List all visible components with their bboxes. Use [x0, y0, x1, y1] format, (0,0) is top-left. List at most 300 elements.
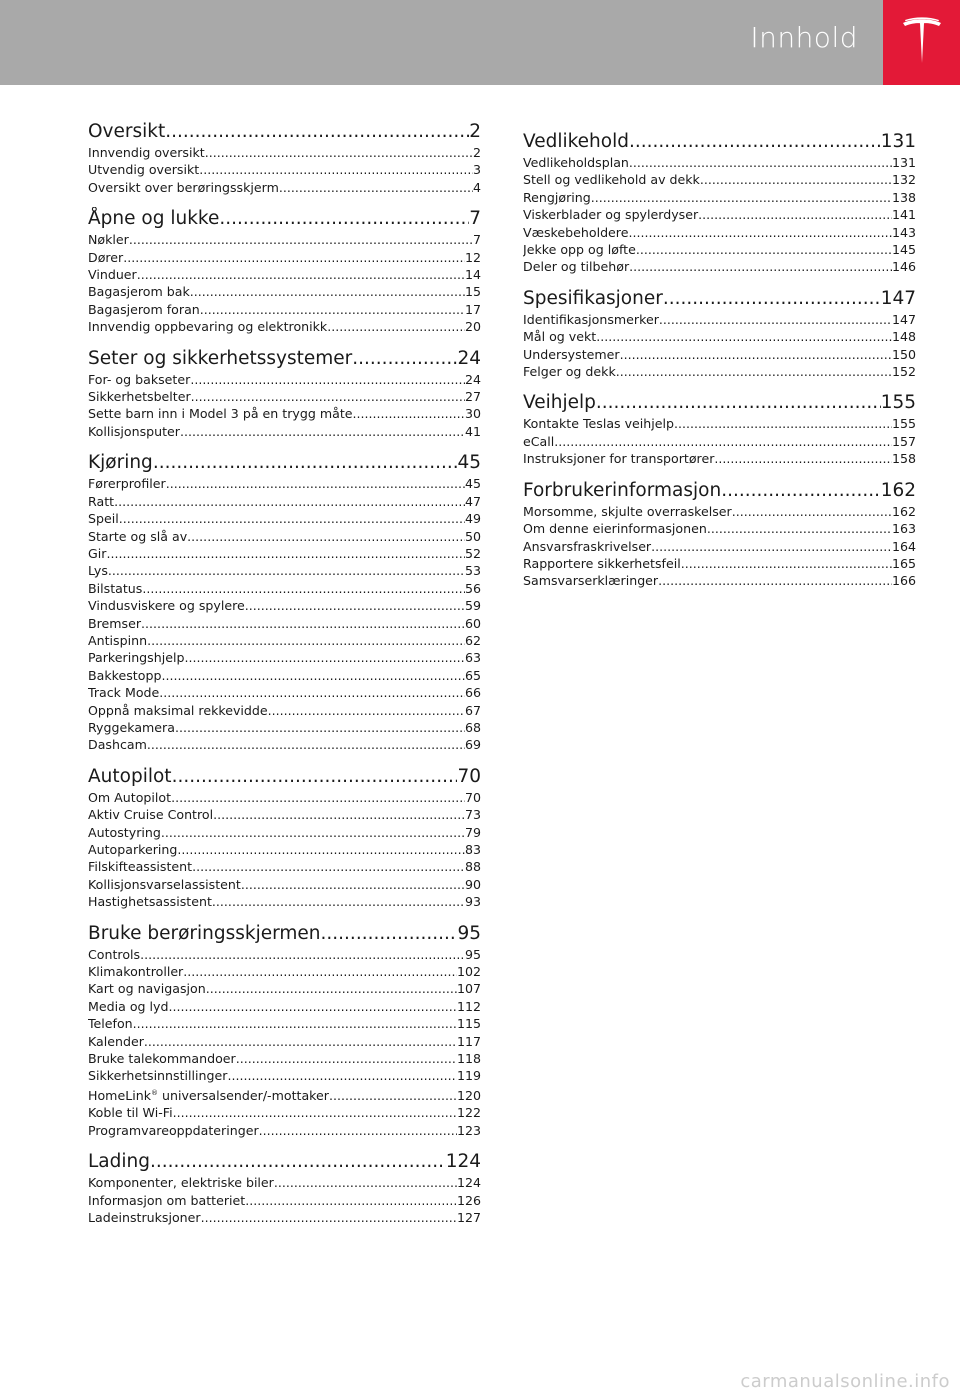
toc-entry-link[interactable]	[523, 415, 916, 432]
toc-entry-link[interactable]	[88, 1192, 481, 1209]
toc-entry-link[interactable]	[88, 632, 481, 649]
dot-leader	[707, 520, 892, 537]
entry-page: 63	[464, 650, 481, 666]
entry-label: Ansvarsfraskrivelser	[523, 538, 652, 554]
dot-leader	[161, 824, 465, 841]
toc-entry-link[interactable]	[523, 224, 916, 241]
entry-page: 65	[464, 667, 481, 683]
entry-label: Kart og navigasjon	[88, 981, 206, 997]
dot-leader	[175, 719, 465, 736]
entry-label: Aktiv Cruise Control	[88, 807, 214, 823]
toc-section	[523, 391, 916, 467]
chapter-title: Åpne og lukke	[88, 208, 220, 230]
entry-label: Telefon	[88, 1016, 133, 1032]
dot-leader	[190, 283, 465, 300]
toc-entry-link[interactable]	[88, 179, 481, 196]
toc-entry-link[interactable]	[88, 405, 481, 422]
toc-entry-link[interactable]	[523, 189, 916, 206]
dot-leader	[596, 391, 881, 415]
entry-label: Bremser	[88, 615, 142, 631]
entry-label: HomeLink	[88, 1088, 151, 1104]
dot-leader	[147, 632, 465, 649]
toc-entry-link[interactable]	[88, 301, 481, 318]
entry-label: Kollisjonsvarselassistent	[88, 876, 241, 892]
toc-right-column	[523, 130, 916, 601]
tesla-logo-icon	[901, 17, 943, 67]
entry-page: 83	[464, 842, 481, 857]
toc-entry-link[interactable]	[88, 946, 481, 963]
dot-leader	[329, 1087, 457, 1104]
dot-leader	[628, 224, 891, 241]
toc-section	[88, 451, 481, 754]
chapter-title: Forbrukerinformasjon	[523, 479, 722, 501]
entry-page: 67	[464, 702, 481, 718]
toc-chapter-link[interactable]	[88, 347, 481, 371]
entry-label: Bagasjerom foran	[88, 301, 200, 317]
toc-entry-link[interactable]	[88, 841, 481, 858]
entry-page: 127	[456, 1210, 481, 1226]
toc-entry-link[interactable]	[523, 555, 916, 572]
entry-page: 24	[464, 371, 481, 387]
chapter-title: Autopilot	[88, 765, 172, 787]
toc-entry-link[interactable]	[88, 545, 481, 562]
entry-label: Identifikasjonsmerker	[523, 311, 659, 327]
chapter-title: Veihjelp	[523, 392, 596, 414]
toc-entry-link[interactable]	[88, 649, 481, 666]
entry-page: 165	[891, 555, 916, 571]
toc-entry-link[interactable]	[88, 580, 481, 597]
entry-label: Samsvarserklæringer	[523, 573, 659, 589]
entry-page: 49	[464, 511, 481, 527]
entry-label: Vedlikeholdsplan	[523, 155, 629, 170]
entry-page: 70	[464, 789, 481, 805]
entry-page: 90	[464, 876, 481, 892]
toc-entry-link[interactable]	[88, 371, 481, 388]
toc-entry-link[interactable]	[523, 433, 916, 450]
chapter-title: Bruke berøringsskjermen	[88, 922, 321, 944]
dot-leader	[187, 528, 465, 545]
toc-chapter-link[interactable]	[88, 207, 481, 231]
dot-leader	[620, 346, 892, 363]
entry-page: 66	[464, 685, 481, 701]
toc-entry-link[interactable]	[88, 562, 481, 579]
entry-label: Jekke opp og løfte	[523, 242, 636, 258]
entry-page: 124	[456, 1175, 481, 1191]
entry-page: 123	[456, 1122, 481, 1138]
entry-label: Lys	[88, 563, 108, 579]
entry-label: Stell og vedlikehold av dekk	[523, 172, 700, 188]
entry-label: Felger og dekk	[523, 364, 616, 380]
entry-label: Oppnå maksimal rekkevidde	[88, 702, 268, 718]
chapter-title: Spesifikasjoner	[523, 287, 663, 309]
toc-entry-link[interactable]	[523, 363, 916, 380]
toc-entry-link[interactable]	[88, 876, 481, 893]
entry-label: Kontakte Teslas veihjelp	[523, 416, 675, 432]
entry-label: Innvendig oversikt	[88, 145, 205, 160]
toc-chapter-link[interactable]	[523, 391, 916, 415]
toc-section	[523, 130, 916, 276]
entry-label: Autoparkering	[88, 842, 178, 857]
entry-page: 163	[891, 521, 916, 537]
entry-label: Starte og slå av	[88, 528, 188, 544]
entry-page: 53	[464, 563, 481, 579]
entry-page: 69	[464, 737, 481, 753]
entry-page: 93	[464, 894, 481, 910]
dot-leader	[150, 1150, 446, 1174]
entry-page: 41	[464, 423, 481, 439]
dot-leader	[241, 876, 465, 893]
toc-entry-link[interactable]	[523, 572, 916, 589]
toc-entry-link[interactable]	[88, 1085, 481, 1105]
chapter-page: 162	[880, 479, 916, 501]
chapter-page: 7	[469, 208, 481, 230]
entry-page: 56	[464, 580, 481, 596]
entry-page: 158	[891, 451, 916, 467]
toc-entry-link[interactable]	[88, 528, 481, 545]
dot-leader	[205, 144, 473, 161]
toc-entry-link[interactable]	[88, 963, 481, 980]
entry-label: Kollisjonsputer	[88, 423, 180, 439]
toc-chapter-link[interactable]	[523, 130, 916, 154]
toc-chapter-link[interactable]	[523, 479, 916, 503]
toc-chapter-link[interactable]	[88, 451, 481, 475]
chapter-page: 45	[457, 452, 481, 474]
toc-entry-link[interactable]	[88, 824, 481, 841]
dot-leader	[159, 684, 465, 701]
entry-label: Antispinn	[88, 632, 148, 648]
dot-leader	[123, 249, 465, 266]
toc-entry-link[interactable]	[88, 858, 481, 875]
toc-left-column	[88, 120, 481, 1238]
entry-label: Kalender	[88, 1033, 144, 1049]
entry-label: eCall	[523, 433, 555, 449]
toc-entry-link[interactable]	[523, 328, 916, 345]
entry-label: Oversikt over berøringsskjerm	[88, 179, 279, 195]
entry-label: For- og bakseter	[88, 371, 191, 387]
toc-entry-link[interactable]	[88, 1209, 481, 1226]
chapter-page: 24	[457, 347, 481, 369]
entry-label: Klimakontroller	[88, 964, 184, 980]
entry-label: Sikkerhetsbelter	[88, 389, 191, 405]
dot-leader	[219, 207, 469, 231]
dot-leader	[681, 555, 892, 572]
toc-entry-link[interactable]	[523, 538, 916, 555]
toc-section	[88, 1150, 481, 1226]
toc-entry-link[interactable]	[88, 493, 481, 510]
toc-section	[523, 479, 916, 590]
toc-entry-link[interactable]	[88, 475, 481, 492]
dot-leader	[192, 858, 465, 875]
dot-leader	[114, 493, 465, 510]
entry-label: Hastighetsassistent	[88, 894, 212, 910]
toc-entry-link[interactable]	[523, 206, 916, 223]
chapter-page: 147	[880, 287, 916, 309]
toc-entry-link[interactable]	[88, 1050, 481, 1067]
dot-leader	[698, 206, 892, 223]
chapter-title: Kjøring	[88, 452, 153, 474]
toc-entry-link[interactable]	[88, 266, 481, 283]
toc-chapter-link[interactable]	[523, 287, 916, 311]
entry-label: Rengjøring	[523, 189, 591, 205]
toc-entry-link[interactable]	[523, 520, 916, 537]
toc-entry-link[interactable]	[88, 283, 481, 300]
entry-page: 7	[472, 232, 481, 248]
entry-label: Koble til Wi-Fi	[88, 1105, 173, 1121]
entry-label: Dører	[88, 249, 124, 265]
entry-label: Innvendig oppbevaring og elektronikk	[88, 319, 328, 335]
toc-entry-link[interactable]	[88, 161, 481, 178]
dot-leader	[165, 120, 469, 144]
entry-page: 138	[891, 189, 916, 205]
entry-page: 2	[472, 145, 481, 160]
toc-entry-link[interactable]	[88, 318, 481, 335]
entry-page: 12	[464, 249, 481, 265]
dot-leader	[142, 580, 465, 597]
dot-leader	[353, 405, 465, 422]
entry-page: 162	[891, 503, 916, 519]
chapter-page: 131	[880, 131, 916, 152]
dot-leader	[108, 562, 465, 579]
entry-page: 150	[891, 346, 916, 362]
entry-label: Om denne eierinformasjonen	[523, 521, 707, 537]
entry-label: Utvendig oversikt	[88, 162, 200, 178]
toc-entry-link[interactable]	[88, 980, 481, 997]
dot-leader	[236, 1050, 457, 1067]
toc-entry-link[interactable]	[88, 702, 481, 719]
entry-page: 118	[456, 1051, 481, 1067]
entry-page: 131	[891, 155, 916, 170]
toc-entry-link[interactable]	[88, 144, 481, 161]
toc-entry-link[interactable]	[88, 1122, 481, 1139]
entry-page: 52	[464, 545, 481, 561]
entry-page: 107	[456, 981, 481, 997]
chapter-title: Vedlikehold	[523, 131, 629, 152]
dot-leader	[629, 130, 881, 154]
entry-page: 132	[891, 172, 916, 188]
toc-entry-link[interactable]	[88, 1067, 481, 1084]
dot-leader	[658, 572, 892, 589]
page-header	[0, 0, 960, 85]
dot-leader	[213, 806, 465, 823]
entry-label: Controls	[88, 946, 141, 962]
dot-leader	[268, 702, 465, 719]
entry-label: Sikkerhetsinnstillinger	[88, 1068, 228, 1084]
dot-leader	[327, 318, 465, 335]
dot-leader	[659, 311, 892, 328]
dot-leader	[200, 301, 465, 318]
dot-leader	[201, 1209, 457, 1226]
entry-page: 15	[464, 284, 481, 300]
toc-entry-link[interactable]	[88, 1174, 481, 1191]
dot-leader	[119, 510, 465, 527]
entry-label: Dashcam	[88, 737, 147, 753]
toc-entry-link[interactable]	[88, 615, 481, 632]
entry-label: Om Autopilot	[88, 789, 172, 805]
toc-entry-link[interactable]	[88, 719, 481, 736]
entry-page: 119	[456, 1068, 481, 1084]
dot-leader	[616, 363, 892, 380]
chapter-page: 95	[457, 922, 481, 944]
dot-leader	[144, 1033, 457, 1050]
dot-leader	[106, 545, 465, 562]
dot-leader	[554, 433, 892, 450]
toc-entry-link[interactable]	[523, 311, 916, 328]
entry-page: 60	[464, 615, 481, 631]
entry-label: Morsomme, skjulte overraskelser	[523, 503, 732, 519]
registered-mark: ®	[150, 1088, 158, 1097]
dot-leader	[245, 597, 465, 614]
dot-leader	[147, 736, 465, 753]
toc-entry-link[interactable]	[88, 736, 481, 753]
dot-leader	[177, 841, 465, 858]
entry-page: 155	[891, 416, 916, 432]
entry-page: 146	[891, 259, 916, 275]
entry-page: 141	[891, 207, 916, 223]
entry-page: 30	[464, 406, 481, 422]
dot-leader	[732, 503, 892, 520]
toc-entry-link[interactable]	[88, 249, 481, 266]
dot-leader	[166, 475, 465, 492]
entry-label: Sette barn inn i Model 3 på en trygg måte	[88, 406, 353, 422]
chapter-page: 155	[880, 392, 916, 414]
toc-section	[88, 207, 481, 335]
dot-leader	[591, 189, 892, 206]
entry-page: 122	[456, 1105, 481, 1121]
dot-leader	[140, 946, 465, 963]
entry-label: Væskebeholdere	[523, 224, 629, 240]
toc-entry-link[interactable]	[88, 510, 481, 527]
entry-page: 45	[464, 476, 481, 492]
dot-leader	[629, 154, 892, 171]
entry-label: Vinduer	[88, 267, 137, 283]
entry-label: Bagasjerom bak	[88, 284, 190, 300]
dot-leader	[663, 287, 881, 311]
toc-section	[88, 765, 481, 911]
toc-entry-link[interactable]	[523, 241, 916, 258]
toc-entry-link[interactable]	[523, 171, 916, 188]
entry-page: 62	[464, 632, 481, 648]
toc-entry-link[interactable]	[88, 231, 481, 248]
dot-leader	[133, 1015, 457, 1032]
dot-leader	[180, 423, 465, 440]
watermark: carmanualsonline.info	[740, 1371, 950, 1392]
entry-label: Informasjon om batteriet	[88, 1192, 246, 1208]
dot-leader	[184, 649, 465, 666]
dot-leader	[245, 1192, 457, 1209]
dot-leader	[279, 179, 473, 196]
entry-label: Førerprofiler	[88, 476, 166, 492]
dot-leader	[173, 1104, 457, 1121]
entry-page: 143	[891, 224, 916, 240]
chapter-page: 70	[457, 765, 481, 787]
entry-page: 73	[464, 807, 481, 823]
dot-leader	[629, 258, 892, 275]
entry-page: 68	[464, 719, 481, 735]
entry-label: Bruke talekommandoer	[88, 1051, 236, 1067]
toc-entry-link[interactable]	[88, 789, 481, 806]
toc-entry-link[interactable]	[88, 998, 481, 1015]
toc-entry-link[interactable]	[523, 450, 916, 467]
dot-leader	[321, 922, 458, 946]
dot-leader	[161, 667, 465, 684]
entry-page: 117	[456, 1033, 481, 1049]
entry-label: Filskifteassistent	[88, 859, 193, 875]
entry-page: 47	[464, 493, 481, 509]
dot-leader	[674, 415, 892, 432]
entry-page: 164	[891, 538, 916, 554]
entry-label: Komponenter, elektriske biler	[88, 1175, 274, 1191]
dot-leader	[183, 963, 457, 980]
toc-entry-link[interactable]	[88, 667, 481, 684]
entry-page: 112	[456, 998, 481, 1014]
entry-page: 95	[464, 946, 481, 962]
entry-label: Deler og tilbehør	[523, 259, 630, 275]
toc-chapter-link[interactable]	[88, 120, 481, 144]
entry-label: Bakkestopp	[88, 667, 162, 683]
toc-entry-link[interactable]	[88, 684, 481, 701]
dot-leader	[191, 388, 465, 405]
entry-label: Viskerblader og spylerdyser	[523, 207, 699, 223]
toc-section	[88, 347, 481, 441]
toc-entry-link[interactable]	[88, 893, 481, 910]
toc-entry-link[interactable]	[88, 806, 481, 823]
dot-leader	[199, 161, 473, 178]
dot-leader	[259, 1122, 457, 1139]
dot-leader	[714, 450, 892, 467]
chapter-title: Oversikt	[88, 121, 166, 142]
entry-label: Ryggekamera	[88, 719, 175, 735]
toc-section	[523, 287, 916, 381]
dot-leader	[596, 328, 892, 345]
entry-page: 27	[464, 389, 481, 405]
toc-chapter-link[interactable]	[88, 1150, 481, 1174]
entry-label: Speil	[88, 511, 119, 527]
entry-label: Parkeringshjelp	[88, 650, 185, 666]
entry-page: 20	[464, 319, 481, 335]
toc-chapter-link[interactable]	[88, 765, 481, 789]
toc-entry-link[interactable]	[523, 503, 916, 520]
toc-chapter-link[interactable]	[88, 922, 481, 946]
toc-section	[88, 120, 481, 196]
toc-entry-link[interactable]	[523, 346, 916, 363]
entry-page: 115	[456, 1016, 481, 1032]
toc-entry-link[interactable]	[523, 154, 916, 171]
entry-label: Vindusviskere og spylere	[88, 598, 245, 614]
entry-label: Bilstatus	[88, 580, 143, 596]
entry-label: Autostyring	[88, 824, 161, 840]
toc-entry-link[interactable]	[88, 388, 481, 405]
entry-label: Track Mode	[88, 685, 160, 701]
entry-page: 59	[464, 598, 481, 614]
dot-leader	[721, 479, 881, 503]
toc-entry-link[interactable]	[88, 1104, 481, 1121]
dot-leader	[171, 789, 465, 806]
toc-entry-link[interactable]	[88, 597, 481, 614]
dot-leader	[172, 765, 458, 789]
page-title: Innhold	[750, 21, 858, 54]
entry-label: Instruksjoner for transportører	[523, 451, 715, 467]
chapter-page: 124	[445, 1151, 481, 1173]
dot-leader	[651, 538, 892, 555]
entry-label: Programvareoppdateringer	[88, 1122, 259, 1138]
toc-entry-link[interactable]	[88, 423, 481, 440]
toc-section	[88, 922, 481, 1140]
toc-entry-link[interactable]	[88, 1015, 481, 1032]
entry-page: 79	[464, 824, 481, 840]
toc-entry-link[interactable]	[523, 258, 916, 275]
toc-entry-link[interactable]	[88, 1033, 481, 1050]
entry-page: 166	[891, 573, 916, 589]
